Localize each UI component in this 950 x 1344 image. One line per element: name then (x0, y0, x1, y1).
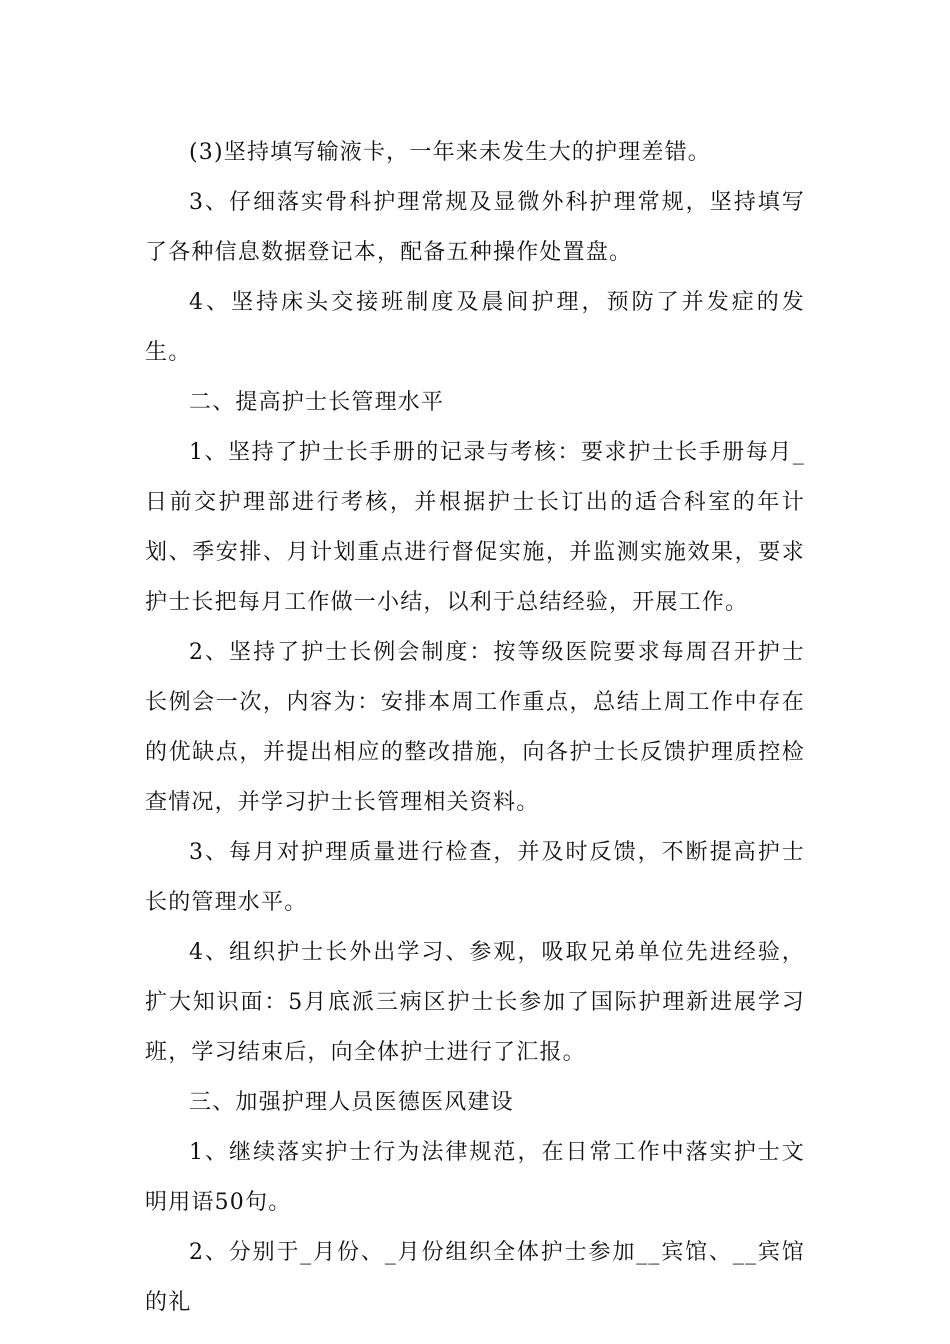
paragraph: 3、每月对护理质量进行检查，并及时反馈，不断提高护士长的管理水平。 (145, 840, 805, 915)
paragraph: 3、仔细落实骨科护理常规及显微外科护理常规，坚持填写了各种信息数据登记本，配备五种操作处置盘。 (145, 190, 805, 265)
section-heading: 二、提高护士长管理水平 (189, 390, 445, 415)
paragraph: (3)坚持填写输液卡，一年来未发生大的护理差错。 (189, 140, 711, 165)
paragraph: 1、继续落实护士行为法律规范，在日常工作中落实护士文明用语50句。 (145, 1140, 805, 1215)
paragraph: 2、分别于_月份、_月份组织全体护士参加__宾馆、__宾馆的礼 (145, 1240, 805, 1315)
paragraph: 4、坚持床头交接班制度及晨间护理，预防了并发症的发生。 (145, 290, 805, 365)
document-body (145, 128, 805, 1328)
paragraph: 2、坚持了护士长例会制度：按等级医院要求每周召开护士长例会一次，内容为：安排本周工作重点，总结上周工作中存在的优缺点，并提出相应的整改措施，向各护士长反馈护理质控检查情况，并学习护士长管理相关资料。 (145, 640, 805, 815)
paragraph: 4、组织护士长外出学习、参观，吸取兄弟单位先进经验，扩大知识面：5月底派三病区护士长参加了国际护理新进展学习班，学习结束后，向全体护士进行了汇报。 (145, 940, 805, 1065)
paragraph: 1、坚持了护士长手册的记录与考核：要求护士长手册每月_日前交护理部进行考核，并根据护士长订出的适合科室的年计划、季安排、月计划重点进行督促实施，并监测实施效果，要求护士长把每月工作做一小结，以利于总结经验，开展工作。 (145, 440, 805, 615)
section-heading: 三、加强护理人员医德医风建设 (189, 1090, 514, 1115)
